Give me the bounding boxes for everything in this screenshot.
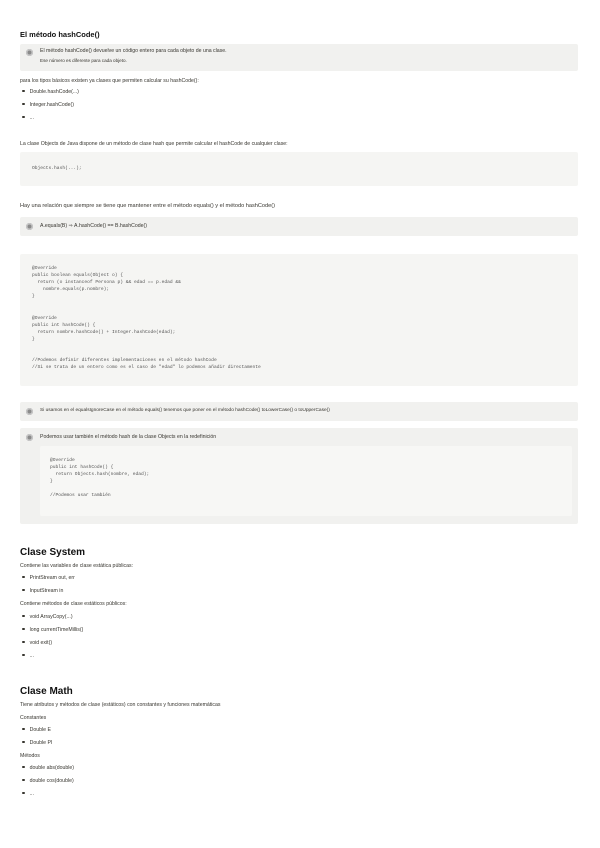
list-item: Double E <box>20 727 51 733</box>
bullet-icon <box>22 628 25 631</box>
bullet-icon <box>22 728 25 731</box>
callout-objects-hash <box>20 428 578 524</box>
list-item: double abs(double) <box>20 765 74 771</box>
callout-text: A.equals(B) ⇒ A.hashCode() == B.hashCode() <box>40 223 147 229</box>
bullet-icon <box>22 615 25 618</box>
code-line: return (o instanceof Persona p) && edad == p.edad && <box>32 280 181 285</box>
paragraph: Contiene las variables de clase estática públicas: <box>20 563 134 569</box>
code-line: public boolean equals(Object o) { <box>32 273 123 278</box>
section-title-system: Clase System <box>20 547 86 558</box>
list-item: long currentTimeMillis() <box>20 627 83 633</box>
list-item: void exit() <box>20 640 52 646</box>
bullet-icon <box>22 792 25 795</box>
section-title-math: Clase Math <box>20 686 73 697</box>
paragraph: La clase Objects de Java dispone de un método de clase hash que permite calcular el hashCode de cualquier clase: <box>20 141 288 147</box>
code-block-equals <box>20 254 578 386</box>
list-item: double cos(double) <box>20 778 74 784</box>
callout-ignore-case <box>20 402 578 421</box>
paragraph: Tiene atributos y métodos de clase (estáticos) con constantes y funciones matemáticas <box>20 702 221 708</box>
code-line: return nombre.hashCode() + Integer.hashCode(edad); <box>32 330 176 335</box>
callout-line: Ese número es diferente para cada objeto. <box>40 58 127 63</box>
callout-line: El método hashCode() devuelve un código entero para cada objeto de una clase. <box>40 48 227 54</box>
list-item: InputStream in <box>20 588 63 594</box>
code-line: @Override <box>50 458 75 463</box>
code-block <box>20 152 578 186</box>
bullet-icon <box>22 103 25 106</box>
gear-icon <box>26 434 33 441</box>
code-line: public int hashCode() { <box>50 465 114 470</box>
callout-equals-hashcode <box>20 217 578 236</box>
bullet-icon <box>22 589 25 592</box>
list-item: void ArrayCopy(...) <box>20 614 73 620</box>
bullet-icon <box>22 116 25 119</box>
code-block-objects-hash <box>40 446 572 516</box>
bullet-icon <box>22 779 25 782</box>
code-line: } <box>50 479 53 484</box>
code-line: //Si se trata de un entero como es el caso de "edad" lo podemos añadir directamente <box>32 365 261 370</box>
paragraph: Contiene métodos de clase estáticos públicos: <box>20 601 127 607</box>
bullet-icon <box>22 90 25 93</box>
bullet-icon <box>22 641 25 644</box>
list-item: ... <box>20 115 34 121</box>
bullet-icon <box>22 766 25 769</box>
code-line: //Podemos definir diferentes implementaciones en el método hashCode <box>32 358 217 363</box>
callout-text: Si usamos en el equalsIgnoreCase en el método equals() tenemos que poner en el método hashCode() toLowerCase() o toUpperCase() <box>40 408 330 413</box>
callout-text: Podemos usar también el método hash de la clase Objects en la redefinición <box>40 434 217 440</box>
code-line: nombre.equals(p.nombre); <box>32 287 110 292</box>
list-item: Integer.hashCode() <box>20 102 74 108</box>
code-line: @Override <box>32 266 57 271</box>
list-item: ... <box>20 791 34 797</box>
code-line: Objects.hash(...); <box>32 166 82 171</box>
label-constantes: Constantes <box>20 715 47 721</box>
paragraph: para los tipos básicos existen ya clases que permiten calcular su hashCode(): <box>20 78 199 84</box>
label-metodos: Métodos <box>20 753 40 759</box>
bullet-icon <box>22 741 25 744</box>
code-line: } <box>32 294 35 299</box>
code-line: @Override <box>32 316 57 321</box>
code-line: //Podemos usar también <box>50 493 111 498</box>
list-item: PrintStream out, err <box>20 575 75 581</box>
list-item: Double.hashCode(...) <box>20 89 79 95</box>
gear-icon <box>26 49 33 56</box>
paragraph: Hay una relación que siempre se tiene que mantener entre el método equals() y el método hashCode() <box>20 203 275 209</box>
code-line: } <box>32 337 35 342</box>
code-line: return Objects.hash(nombre, edad); <box>50 472 150 477</box>
gear-icon <box>26 408 33 415</box>
bullet-icon <box>22 576 25 579</box>
bullet-icon <box>22 654 25 657</box>
list-item: ... <box>20 653 34 659</box>
code-line: public int hashCode() { <box>32 323 96 328</box>
list-item: Double PI <box>20 740 52 746</box>
section-title-hashcode: El método hashCode() <box>20 30 100 39</box>
gear-icon <box>26 223 33 230</box>
callout-hashcode-definition <box>20 44 578 71</box>
